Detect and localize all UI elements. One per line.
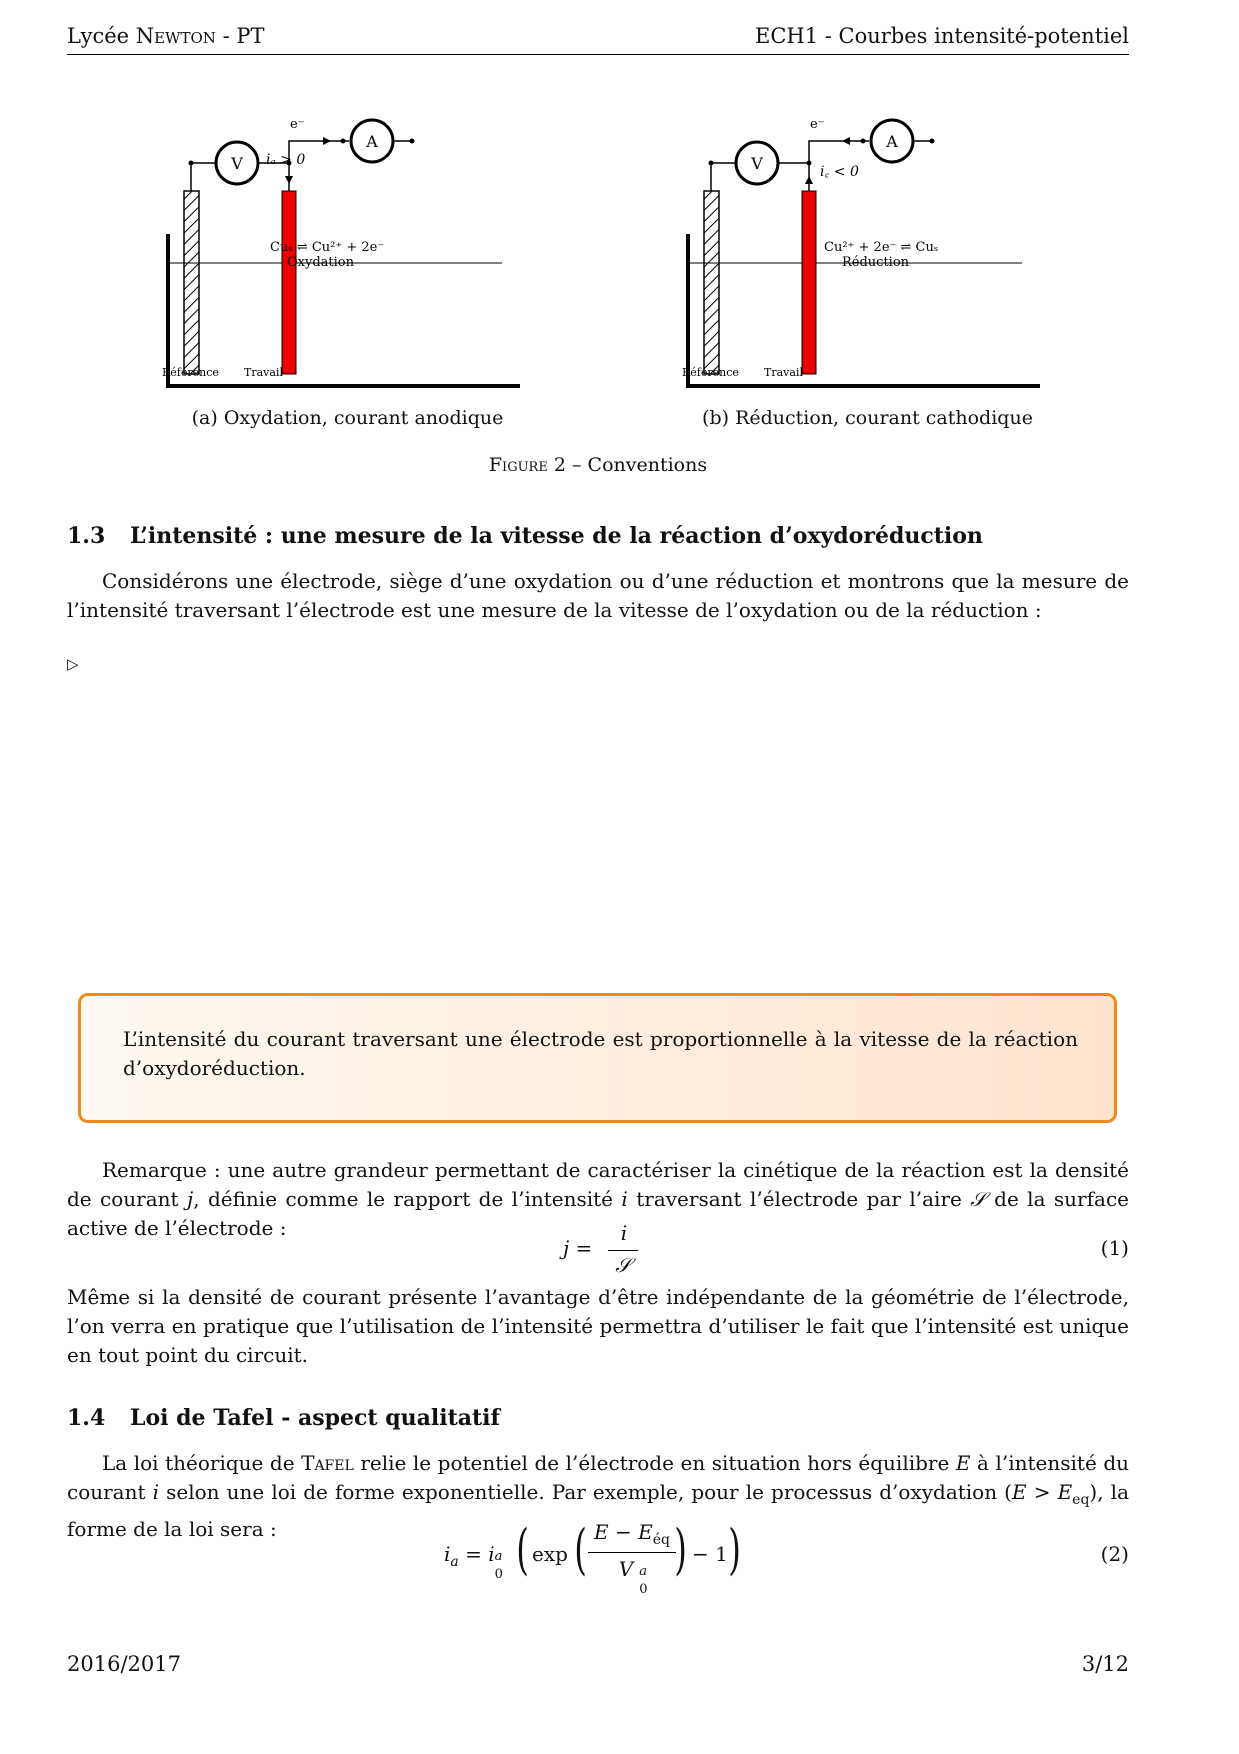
eq1-lhs: j =	[563, 1236, 593, 1260]
eq1-numerator: i	[620, 1221, 628, 1245]
eq2-fraction-bar	[588, 1552, 676, 1553]
working-electrode	[802, 191, 816, 374]
voltmeter-label: V	[751, 154, 763, 173]
key-result-text: L’intensité du courant traversant une électrode est proportionnelle à la vitesse de la réaction d’oxydoréduction.	[123, 1027, 1078, 1080]
electron-label: e⁻	[810, 117, 825, 132]
reference-label: Référence	[682, 366, 739, 379]
eq2-lhs: $i_a = i$ a 0	[444, 1542, 503, 1582]
header-left: Lycée Newton - PT	[67, 24, 265, 48]
work-label: Travail	[764, 366, 803, 379]
section-1-4-paragraph: La loi théorique de Tafel relie le potentiel de l’électrode en situation hors équilibre E à l’intensité du courant i selon une loi de forme exponentielle. Par exemple, pour le processus d’oxydation $(E > E_{eq})$, la forme de la loi sera :	[67, 1451, 1130, 1541]
eq2-label: (2)	[1100, 1542, 1129, 1566]
figure-caption: Figure 2 – Conventions	[488, 454, 708, 476]
reaction-label: Cuₛ ⇌ Cu²⁺ + 2e⁻	[270, 240, 385, 255]
electron-label: e⁻	[290, 117, 305, 132]
work-label: Travail	[244, 366, 283, 379]
reference-label: Référence	[162, 366, 219, 379]
section-1-3-paragraph: Considérons une électrode, siège d’une oxydation ou d’une réduction et montrons que la mesure de l’intensité traversant l’électrode est une mesure de la vitesse de l’oxydation ou de la réduction :	[67, 569, 1129, 622]
figure-b-caption: (b) Réduction, courant cathodique	[702, 407, 1033, 429]
figure-b-diagram	[670, 108, 1040, 393]
eq2-denominator: V a 0	[618, 1557, 648, 1597]
eq1-fraction-bar	[608, 1250, 638, 1251]
eq1-denominator: 𝒮	[615, 1253, 631, 1277]
ammeter-label: A	[886, 132, 898, 151]
eq2-inner-paren-right: )	[674, 1518, 687, 1581]
eq2-numerator: $E - E_{éq}$	[594, 1520, 670, 1548]
eq2-inner-paren-left: (	[574, 1518, 587, 1581]
process-label: Oxydation	[287, 255, 354, 270]
reference-electrode	[704, 191, 719, 374]
section-1-4-number: 1.4	[67, 1405, 106, 1431]
key-result-box	[78, 993, 1117, 1123]
section-1-4-title: Loi de Tafel - aspect qualitatif	[130, 1405, 500, 1431]
header-right: ECH1 - Courbes intensité-potentiel	[755, 24, 1129, 48]
voltmeter-label: V	[231, 154, 243, 173]
header-rule	[67, 54, 1129, 55]
reference-electrode	[184, 191, 199, 374]
eq2-paren-right: )	[728, 1518, 741, 1581]
eq2-tail: − 1	[692, 1542, 728, 1566]
reaction-label: Cu²⁺ + 2e⁻ ⇌ Cuₛ	[824, 240, 939, 255]
current-label: i꜀ < 0	[820, 164, 859, 180]
section-1-3-title: L’intensité : une mesure de la vitesse de la réaction d’oxydoréduction	[130, 523, 983, 549]
figure-a-diagram	[150, 108, 520, 393]
process-label: Réduction	[842, 255, 910, 270]
remark-paragraph: Remarque : une autre grandeur permettant de caractériser la cinétique de la réaction est la densité de courant j, définie comme le rapport de l’intensité i traversant l’électrode par l’aire 𝒮 de la surface active de l’électrode :	[67, 1158, 1129, 1240]
figure-a-caption: (a) Oxydation, courant anodique	[191, 407, 504, 429]
eq1-label: (1)	[1100, 1236, 1129, 1260]
eq2-paren-left: (	[516, 1518, 529, 1581]
bullet-triangle: ▷	[67, 655, 79, 673]
ammeter-label: A	[366, 132, 378, 151]
footer-page: 3/12	[1081, 1652, 1129, 1676]
section-1-3-number: 1.3	[67, 523, 106, 549]
eq2-exp: exp	[532, 1542, 568, 1566]
footer-year: 2016/2017	[67, 1652, 181, 1676]
remark-after-paragraph: Même si la densité de courant présente l’avantage d’être indépendante de la géométrie de l’électrode, l’on verra en pratique que l’utilisation de l’intensité permettra d’utiliser le fait que l’intensité est unique en tout point du circuit.	[67, 1285, 1129, 1367]
current-label: iₐ > 0	[266, 152, 306, 168]
working-electrode	[282, 191, 296, 374]
